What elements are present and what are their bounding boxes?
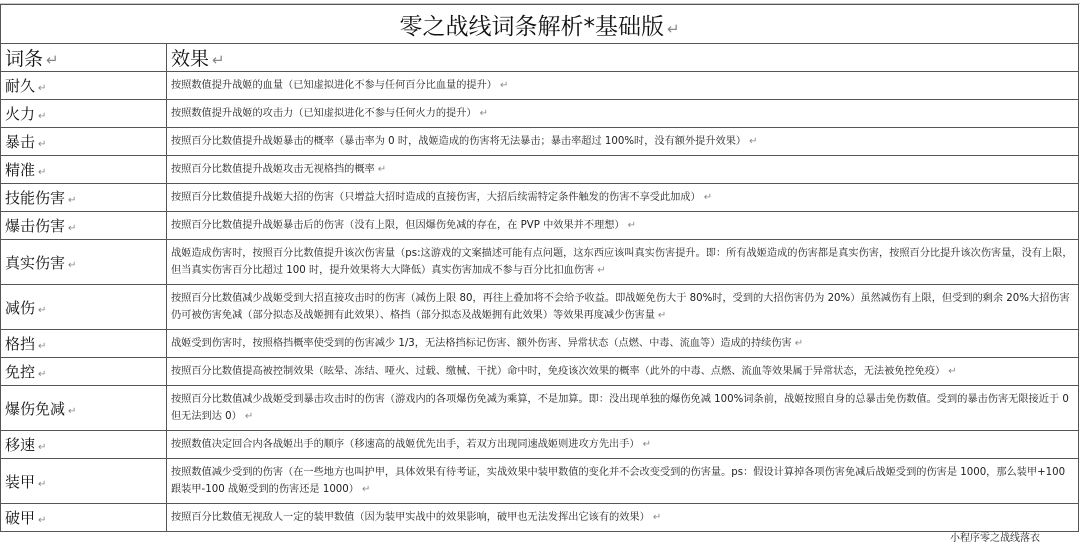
effect-cell bbox=[167, 386, 1079, 431]
effect-text: 按照数值决定回合内各战姬出手的顺序（移速高的战姬优先出手，若双方出现同速战姬则进攻方先出手） bbox=[171, 439, 640, 450]
term-cell bbox=[1, 72, 167, 100]
paragraph-mark-icon: ↵ bbox=[38, 515, 47, 526]
title-row bbox=[1, 5, 1079, 44]
paragraph-mark-icon: ↵ bbox=[68, 405, 77, 417]
term-cell bbox=[1, 459, 167, 504]
column-header-term bbox=[1, 44, 167, 72]
table-row bbox=[1, 240, 1079, 285]
term-cell bbox=[1, 386, 167, 431]
paragraph-mark-icon: ↵ bbox=[657, 310, 667, 321]
term-text: 真实伤害 bbox=[5, 253, 66, 272]
term-cell bbox=[1, 431, 167, 459]
term-text: 火力 bbox=[5, 105, 36, 123]
effect-cell bbox=[167, 504, 1079, 532]
effect-cell bbox=[167, 330, 1079, 358]
effect-text: 按照百分比数值提升战姬大招的伤害（只增益大招时造成的直接伤害，大招后续需特定条件触发的伤害不享受此加成） bbox=[171, 192, 701, 203]
table-title bbox=[1, 5, 1079, 44]
term-cell bbox=[1, 285, 167, 330]
paragraph-mark-icon: ↵ bbox=[666, 19, 680, 38]
paragraph-mark-icon: ↵ bbox=[948, 366, 957, 377]
table-row bbox=[1, 100, 1079, 128]
paragraph-mark-icon: ↵ bbox=[38, 111, 47, 122]
table-row bbox=[1, 128, 1079, 156]
paragraph-mark-icon: ↵ bbox=[597, 265, 606, 276]
term-text: 爆伤免减 bbox=[5, 399, 66, 418]
term-cell bbox=[1, 184, 167, 212]
effect-text: 按照百分比数值减少战姬受到大招直接攻击时的伤害（减伤上限 80，再往上叠加将不会给予收益。即战姬免伤大于 80%时，受到的大招伤害仍为 20%）虽然减伤有上限，但受到的剩余 20%大招伤害仍可被伤害免减（部分拟态及战姬拥有此效果）、格挡（部分拟态及战姬拥有此效果）等效果再度减少伤害量 bbox=[171, 293, 1070, 321]
term-text: 耐久 bbox=[5, 77, 36, 95]
term-cell bbox=[1, 156, 167, 184]
effect-cell bbox=[167, 212, 1079, 240]
paragraph-mark-icon: ↵ bbox=[68, 223, 77, 234]
table-row bbox=[1, 459, 1079, 504]
title-text: 零之战线词条解析*基础版 bbox=[399, 13, 664, 40]
table-row bbox=[1, 184, 1079, 212]
paragraph-mark-icon: ↵ bbox=[38, 304, 47, 316]
paragraph-mark-icon: ↵ bbox=[479, 108, 489, 119]
effect-text: 按照百分比数值减少战姬受到暴击攻击时的伤害（游戏内的各项爆伤免减为乘算，不是加算。即：没出现单独的爆伤免减 100%词条前，战姬按照自身的总暴击免伤数值。受到的暴击伤害无限接近于 0 但无法到达 0） bbox=[171, 394, 1069, 422]
paragraph-mark-icon: ↵ bbox=[244, 411, 254, 422]
table-row bbox=[1, 431, 1079, 459]
effect-cell bbox=[167, 431, 1079, 459]
paragraph-mark-icon: ↵ bbox=[794, 338, 804, 349]
paragraph-mark-icon: ↵ bbox=[68, 195, 77, 206]
table-row bbox=[1, 212, 1079, 240]
paragraph-mark-icon: ↵ bbox=[38, 442, 47, 453]
paragraph-mark-icon: ↵ bbox=[642, 439, 652, 450]
column-header-term-text: 词条 bbox=[5, 48, 44, 70]
table-row bbox=[1, 358, 1079, 386]
effect-cell bbox=[167, 128, 1079, 156]
term-text: 移速 bbox=[5, 436, 36, 454]
paragraph-mark-icon: ↵ bbox=[38, 139, 47, 150]
effect-cell bbox=[167, 72, 1079, 100]
header-row bbox=[1, 44, 1079, 72]
effect-text: 按照百分比数值提升战姬暴击的概率（暴击率为 0 时，战姬造成的伤害将无法暴击；暴击率超过 100%时，没有额外提升效果） bbox=[171, 136, 747, 147]
term-text: 减伤 bbox=[5, 298, 36, 317]
footer-credit: 小程序零之战线落衣 bbox=[950, 533, 1040, 544]
term-text: 技能伤害 bbox=[5, 189, 66, 207]
paragraph-mark-icon: ↵ bbox=[361, 484, 371, 495]
paragraph-mark-icon: ↵ bbox=[38, 341, 47, 352]
paragraph-mark-icon: ↵ bbox=[703, 192, 713, 203]
effect-cell bbox=[167, 459, 1079, 504]
term-text: 破甲 bbox=[5, 509, 36, 527]
effect-text: 按照百分比数值提升战姬攻击无视格挡的概率 bbox=[171, 164, 375, 175]
table-row bbox=[1, 156, 1079, 184]
column-header-effect-text: 效果 bbox=[171, 48, 210, 70]
effect-cell bbox=[167, 100, 1079, 128]
term-table bbox=[0, 4, 1079, 532]
paragraph-mark-icon: ↵ bbox=[212, 51, 225, 69]
paragraph-mark-icon: ↵ bbox=[500, 80, 509, 91]
term-text: 暴击 bbox=[5, 133, 36, 151]
table-row bbox=[1, 72, 1079, 100]
effect-text: 按照数值减少受到的伤害（在一些地方也叫护甲，具体效果有待考证，实战效果中装甲数值的变化并不会改变受到的伤害量。ps：假设计算掉各项伤害免减后战姬受到的伤害是 1000，那么装甲+100 跟装甲-100 战姬受到的伤害还是 1000） bbox=[171, 467, 1066, 495]
term-cell bbox=[1, 212, 167, 240]
term-cell bbox=[1, 330, 167, 358]
paragraph-mark-icon: ↵ bbox=[46, 51, 59, 69]
paragraph-mark-icon: ↵ bbox=[68, 259, 77, 271]
term-cell bbox=[1, 504, 167, 532]
effect-text: 按照数值提升战姬的攻击力（已知虚拟进化不参与任何火力的提升） bbox=[171, 108, 477, 119]
table-row bbox=[1, 285, 1079, 330]
paragraph-mark-icon: ↵ bbox=[38, 167, 47, 178]
table-row bbox=[1, 330, 1079, 358]
paragraph-mark-icon: ↵ bbox=[38, 369, 47, 380]
effect-text: 战姬造成伤害时，按照百分比数值提升该次伤害量（ps:这游戏的文案描述可能有点问题，这东西应该叫真实伤害提升。即：所有战姬造成的伤害都是真实伤害，按照百分比提升该次伤害量，没有上限，但当真实伤害百分比超过 100 时，提升效果将大大降低）真实伤害加成不参与百分比扣血伤害 bbox=[171, 248, 1073, 276]
table-row bbox=[1, 386, 1079, 431]
term-cell bbox=[1, 358, 167, 386]
effect-text: 按照百分比数值无视敌人一定的装甲数值（因为装甲实战中的效果影响，破甲也无法发挥出它该有的效果） bbox=[171, 512, 650, 523]
term-text: 装甲 bbox=[5, 472, 36, 491]
effect-text: 战姬受到伤害时，按照格挡概率使受到的伤害减少 1/3，无法格挡标记伤害、额外伤害、异常状态（点燃、中毒、流血等）造成的持续伤害 bbox=[171, 338, 792, 349]
term-cell bbox=[1, 128, 167, 156]
effect-text: 按照数值提升战姬的血量（已知虚拟进化不参与任何百分比血量的提升） bbox=[171, 80, 497, 91]
paragraph-mark-icon: ↵ bbox=[652, 512, 662, 523]
effect-cell bbox=[167, 156, 1079, 184]
term-text: 爆击伤害 bbox=[5, 217, 66, 235]
term-cell bbox=[1, 240, 167, 285]
effect-cell bbox=[167, 240, 1079, 285]
table-row bbox=[1, 504, 1079, 532]
term-text: 格挡 bbox=[5, 335, 36, 353]
paragraph-mark-icon: ↵ bbox=[38, 83, 47, 94]
effect-text: 按照百分比数值提高被控制效果（眩晕、冻结、哑火、过载、缴械、干扰）命中时，免疫该次效果的概率（此外的中毒、点燃、流血等效果属于异常状态，无法被免控免疫） bbox=[171, 366, 946, 377]
paragraph-mark-icon: ↵ bbox=[38, 478, 47, 490]
effect-cell bbox=[167, 184, 1079, 212]
effect-text: 按照百分比数值提升战姬暴击后的伤害（没有上限，但因爆伤免减的存在，在 PVP 中效果并不理想） bbox=[171, 220, 625, 231]
paragraph-mark-icon: ↵ bbox=[377, 164, 387, 175]
term-text: 精准 bbox=[5, 161, 36, 179]
column-header-effect bbox=[167, 44, 1079, 72]
effect-cell bbox=[167, 358, 1079, 386]
term-text: 免控 bbox=[5, 363, 36, 381]
paragraph-mark-icon: ↵ bbox=[627, 220, 636, 231]
paragraph-mark-icon: ↵ bbox=[749, 136, 758, 147]
term-cell bbox=[1, 100, 167, 128]
effect-cell bbox=[167, 285, 1079, 330]
